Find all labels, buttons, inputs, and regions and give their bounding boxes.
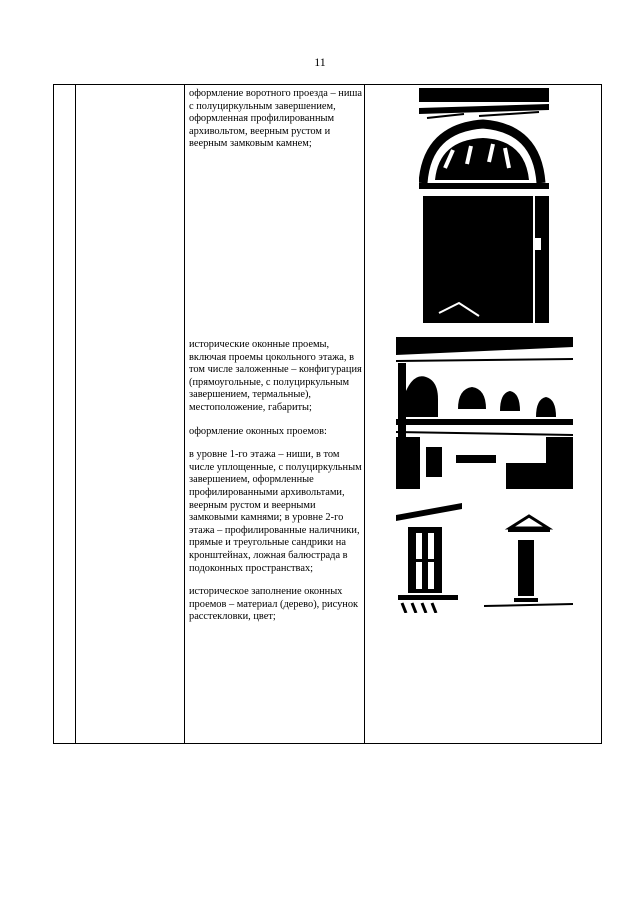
window-pediment-photo [484, 504, 573, 610]
column-divider [184, 85, 185, 743]
gate-photo [419, 88, 549, 323]
window-balustrade-photo [396, 503, 462, 613]
windows-decoration-heading: оформление оконных проемов: [189, 425, 327, 437]
windows-openings-text: исторические оконные проемы, включая проемы цокольного этажа, в том числе заложенные – конфигурация (прямоугольные, с полуциркульным завершением, термальные), местоположение, габариты; [189, 339, 362, 413]
windows-filling-text: историческое заполнение оконных проемов – материал (дерево), рисунок расстекловки, цвет; [189, 586, 359, 623]
facade-arched-windows-photo [396, 337, 573, 489]
column-divider [364, 85, 365, 743]
page-number: 11 [314, 55, 326, 69]
object-protection-table [53, 84, 602, 744]
windows-description [189, 339, 364, 624]
column-divider [75, 85, 76, 743]
windows-decoration-text: в уровне 1-го этажа – ниши, в том числе уплощенные, с полуциркульным завершением, оформленные профилированными архивольтами, веерным рустом и веерными замковыми камнями; в уровне 2-го этажа – профилированные наличники, прямые и треугольные сандрики на кронштейнах, ложная балюстрада в подоконных пространствах; [189, 449, 362, 574]
gate-text: оформление воротного проезда – ниша с полуциркульным завершением, оформленная профилированным архивольтом, веерным рустом и веерным замковым камнем; [189, 88, 362, 150]
gate-description [189, 88, 364, 151]
